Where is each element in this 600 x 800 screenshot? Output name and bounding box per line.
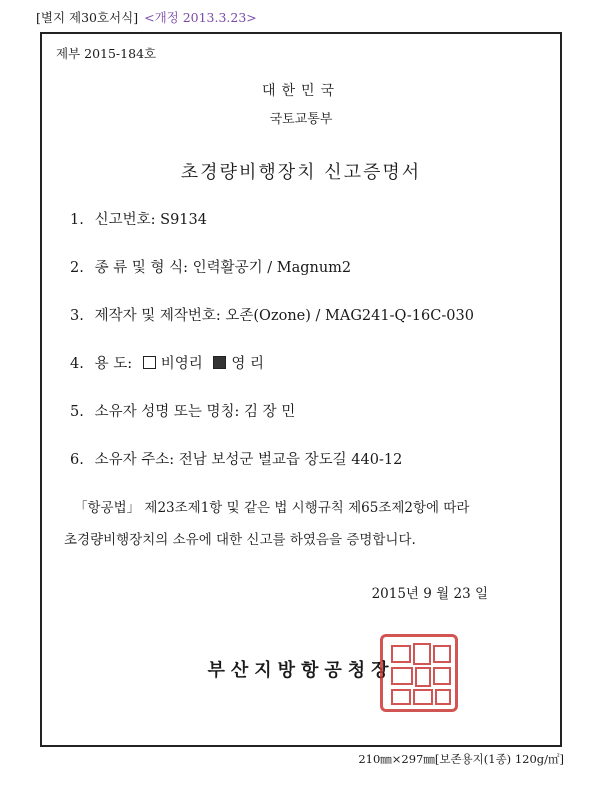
ministry-name: 국토교통부: [269, 112, 333, 127]
certificate-title: 초경량비행장치 신고증명서: [180, 162, 422, 183]
item-label: 종 류 및 형 식:: [94, 260, 188, 276]
country-name: 대한민국: [261, 83, 341, 99]
revision-note: <개정 2013.3.23>: [144, 10, 257, 25]
item-number: 5.: [70, 404, 84, 420]
statement-line-2: 초경량비행장치의 소유에 대한 신고를 하였음을 증명합니다.: [64, 532, 416, 548]
issue-date: 2015년 9 월 23 일: [371, 586, 488, 602]
item-manufacturer: [70, 306, 550, 354]
statement-line-1: 「항공법」 제23조제1항 및 같은 법 시행규칙 제65조제2항에 따라: [74, 500, 470, 516]
document-number: 제부 2015-184호: [56, 46, 157, 61]
item-value: 인력활공기 / Magnum2: [192, 260, 352, 276]
item-label: 제작자 및 제작번호:: [94, 308, 221, 324]
checkbox-empty-icon: [143, 356, 156, 369]
item-value: 김 장 민: [244, 404, 296, 420]
certification-statement: [64, 492, 548, 556]
item-label: 신고번호:: [94, 212, 156, 228]
checkbox-filled-icon: [213, 356, 226, 369]
form-label: [별지 제30호서식]: [36, 10, 139, 25]
issuer-name: 부산지방항공청장: [207, 660, 395, 681]
item-number: 6.: [70, 452, 84, 468]
item-number: 1.: [70, 212, 84, 228]
item-number: 2.: [70, 260, 84, 276]
usage-option-nonprofit: 비영리: [160, 356, 203, 372]
item-number: 4.: [70, 356, 84, 372]
item-label: 소유자 성명 또는 명칭:: [94, 404, 240, 420]
item-label: 용 도:: [94, 356, 133, 372]
item-owner-name: [70, 402, 550, 450]
usage-option-profit: 영 리: [231, 356, 264, 372]
item-owner-address: [70, 450, 550, 498]
item-label: 소유자 주소:: [94, 452, 175, 468]
certificate-frame: [40, 32, 562, 747]
item-value: 오존(Ozone) / MAG241-Q-16C-030: [225, 308, 474, 324]
item-value: 전남 보성군 벌교읍 장도길 440-12: [178, 452, 403, 468]
item-number: 3.: [70, 308, 84, 324]
official-seal-icon: [380, 634, 458, 712]
item-type-model: [70, 258, 550, 306]
item-value: S9134: [160, 212, 207, 228]
form-header: [36, 8, 257, 26]
item-registration-number: [70, 210, 550, 258]
item-list: [70, 210, 550, 498]
paper-spec: 210㎜×297㎜[보존용지(1종) 120g/㎡]: [358, 752, 564, 766]
item-usage: [70, 354, 550, 402]
